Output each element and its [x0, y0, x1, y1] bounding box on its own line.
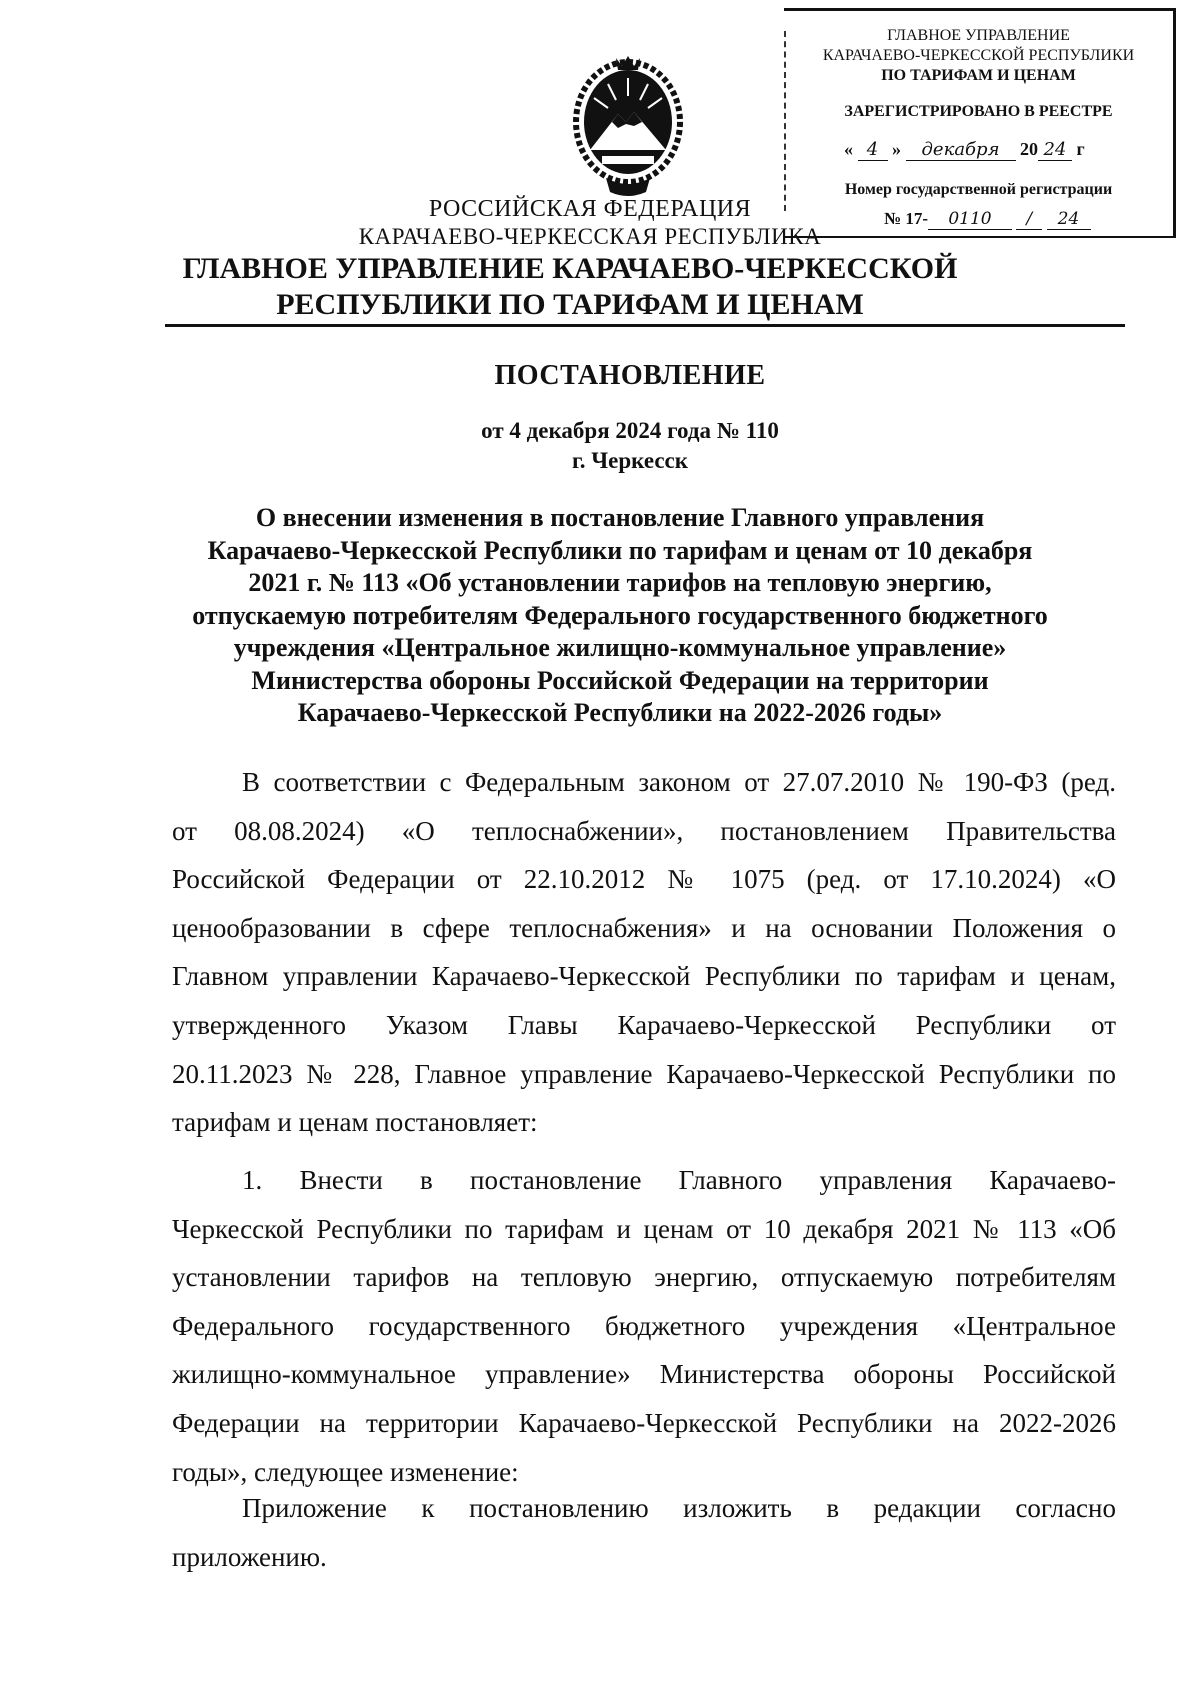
paragraph-line: Российской Федерации от 22.10.2012 № 1075 (ред. от 17.10.2024) «О: [172, 864, 1116, 895]
paragraph-preamble: [172, 758, 1116, 1147]
paragraph-line: установлении тарифов на тепловую энергию, отпускаемую потребителям: [172, 1262, 1116, 1293]
stamp-year-prefix: 20: [1020, 139, 1038, 159]
stamp-org-line3: ПО ТАРИФАМ И ЦЕНАМ: [881, 67, 1076, 84]
title-line: Карачаево-Черкесской Республики на 2022-2026 годы»: [297, 698, 943, 727]
stamp-close-quote: »: [892, 139, 901, 159]
stamp-registered-label: ЗАРЕГИСТРИРОВАНО В РЕЕСТРЕ: [844, 103, 1113, 120]
paragraph-line: Главном управлении Карачаево-Черкесской Республики по тарифам и ценам,: [172, 961, 1116, 992]
paragraph-line: утвержденного Указом Главы Карачаево-Черкесской Республики от: [172, 1009, 1116, 1040]
paragraph-line: жилищно-коммунальное управление» Министерства обороны Российской: [172, 1359, 1116, 1390]
title-line: отпускаемую потребителям Федерального государственного бюджетного: [192, 600, 1048, 630]
header-divider: [165, 324, 1125, 327]
paragraph-line: Черкесской Республики по тарифам и ценам от 10 декабря 2021 № 113 «Об: [172, 1213, 1116, 1244]
paragraph-line: годы», следующее изменение:: [172, 1456, 519, 1487]
stamp-date-row: [844, 139, 1164, 161]
document-date-number: от 4 декабря 2024 года № 110: [481, 418, 779, 443]
paragraph-line: Федерации на территории Карачаево-Черкесской Республики на 2022-2026: [172, 1407, 1116, 1438]
paragraph-line: Федерального государственного бюджетного учреждения «Центральное: [172, 1310, 1116, 1341]
stamp-day-handwritten: 4: [858, 139, 888, 161]
paragraph-line: ценообразовании в сфере теплоснабжения» и на основании Положения о: [172, 912, 1116, 943]
paragraph-line: 20.11.2023 № 228, Главное управление Карачаево-Черкесской Республики по: [172, 1058, 1116, 1089]
title-line: Министерства обороны Российской Федерации на территории: [251, 665, 989, 695]
paragraph-appendix: [172, 1484, 1116, 1581]
document-type: ПОСТАНОВЛЕНИЕ: [494, 360, 766, 391]
stamp-open-quote: «: [844, 139, 853, 159]
title-line: О внесении изменения в постановление Главного управления: [255, 503, 985, 532]
title-line: учреждения «Центральное жилищно-коммунальное управление»: [233, 633, 1007, 662]
header-org-line2: РЕСПУБЛИКИ ПО ТАРИФАМ И ЦЕНАМ: [276, 288, 864, 321]
paragraph-line: приложению.: [172, 1541, 327, 1572]
paragraph-line: от 08.08.2024) «О теплоснабжении», постановлением Правительства: [172, 815, 1116, 846]
paragraph-line: 1. Внести в постановление Главного управления Карачаево-: [242, 1165, 1116, 1195]
header-republic: КАРАЧАЕВО-ЧЕРКЕССКАЯ РЕСПУБЛИКА: [358, 224, 822, 249]
title-line: Карачаево-Черкесской Республики по тарифам и ценам от 10 декабря: [207, 535, 1033, 565]
header-org-line1: ГЛАВНОЕ УПРАВЛЕНИЕ КАРАЧАЕВО-ЧЕРКЕССКОЙ: [182, 252, 958, 285]
header-country: РОССИЙСКАЯ ФЕДЕРАЦИЯ: [428, 196, 752, 222]
stamp-reg-prefix: № 17-: [884, 209, 928, 228]
paragraph-line: Приложение к постановлению изложить в редакции согласно: [242, 1493, 1116, 1523]
paragraph-item-1: [172, 1156, 1116, 1496]
paragraph-line: тарифам и ценам постановляет:: [172, 1107, 538, 1138]
stamp-year-mark: г: [1076, 139, 1085, 159]
stamp-reg-separator: /: [1016, 209, 1042, 230]
stamp-org-line1: ГЛАВНОЕ УПРАВЛЕНИЕ: [887, 27, 1070, 44]
stamp-reg-number-label: Номер государственной регистрации: [844, 181, 1113, 198]
emblem-icon: [568, 52, 688, 202]
document-title: [150, 502, 1090, 730]
stamp-year-handwritten: 24: [1038, 139, 1072, 161]
document-city: г. Черкесск: [571, 448, 689, 473]
title-line: 2021 г. № 113 «Об установлении тарифов на тепловую энергию,: [248, 568, 992, 597]
paragraph-line: В соответствии с Федеральным законом от 27.07.2010 № 190-ФЗ (ред.: [242, 767, 1116, 797]
stamp-reg-number-handwritten: 0110: [928, 209, 1012, 230]
stamp-org-line2: КАРАЧАЕВО-ЧЕРКЕССКОЙ РЕСПУБЛИКИ: [822, 47, 1135, 64]
stamp-month-handwritten: декабря: [906, 139, 1016, 161]
coat-of-arms-emblem: [568, 52, 688, 202]
stamp-reg-year-handwritten: 24: [1047, 209, 1091, 230]
